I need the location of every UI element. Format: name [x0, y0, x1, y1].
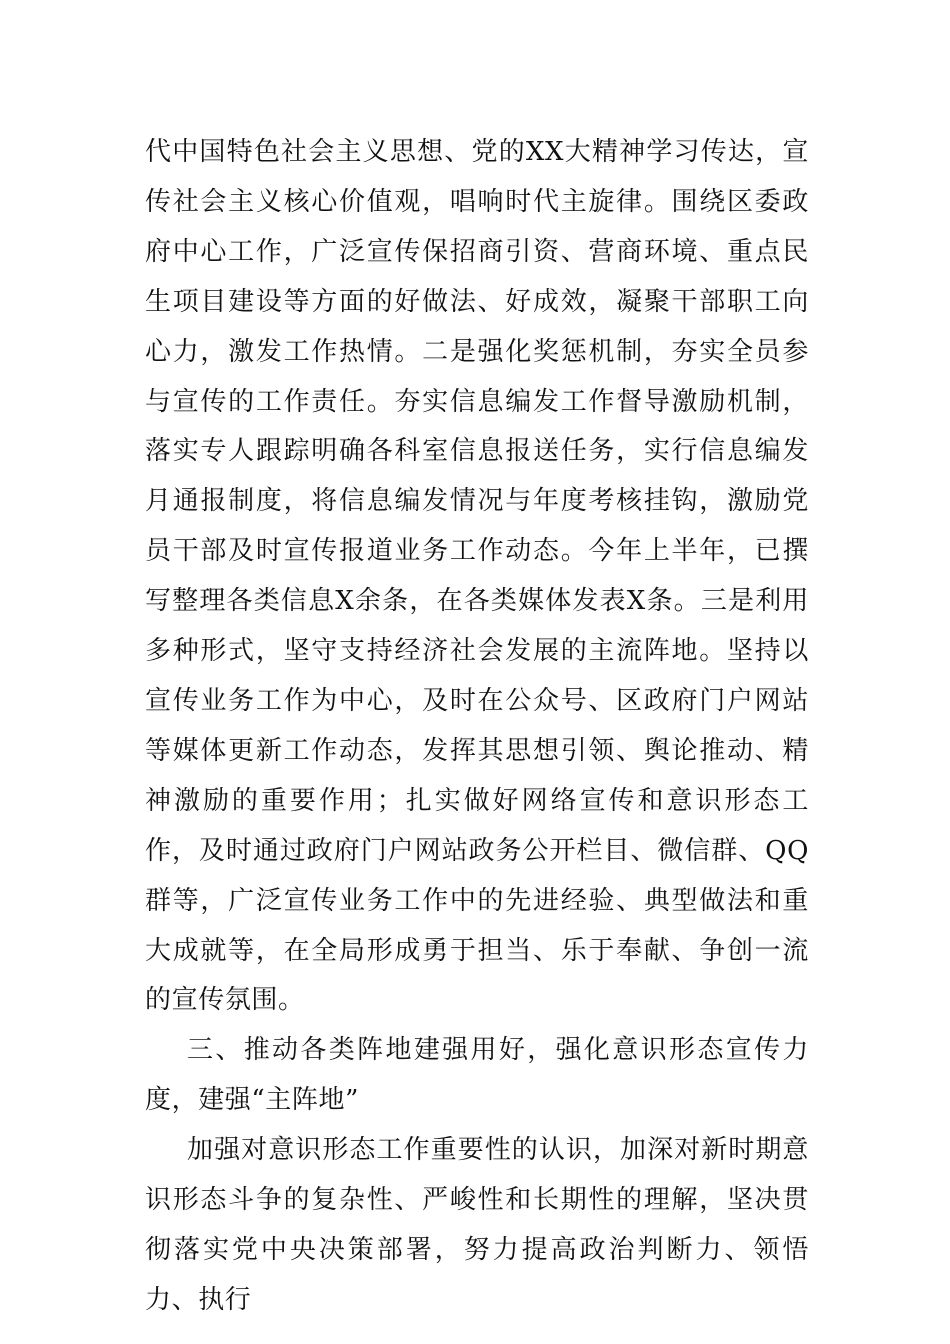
section-heading-three: 三、推动各类阵地建强用好，强化意识形态宣传力度，建强“主阵地”: [145, 1035, 809, 1116]
body-paragraph-continuation: 代中国特色社会主义思想、党的XX大精神学习传达，宣传社会主义核心价值观，唱响时代主旋律。围绕区委政府中心工作，广泛宣传保招商引资、营商环境、重点民生项目建设等方面的好做法、好成效，凝聚干部职工向心力，激发工作热情。二是强化奖惩机制，夯实全员参与宣传的工作责任。夯实信息编发工作督导激励机制，落实专人跟踪明确各科室信息报送任务，实行信息编发月通报制度，将信息编发情况与年度考核挂钩，激励党员干部及时宣传报道业务工作动态。今年上半年，已撰写整理各类信息X余条，在各类媒体发表X条。三是利用多种形式，坚守支持经济社会发展的主流阵地。坚持以宣传业务工作为中心，及时在公众号、区政府门户网站等媒体更新工作动态，发挥其思想引领、舆论推动、精神激励的重要作用；扎实做好网络宣传和意识形态工作，及时通过政府门户网站政务公开栏目、微信群、QQ群等，广泛宣传业务工作中的先进经验、典型做法和重大成就等，在全局形成勇于担当、乐于奉献、争创一流的宣传氛围。: [145, 137, 809, 1016]
document-body: [145, 128, 809, 1326]
body-paragraph: 加强对意识形态工作重要性的认识，加深对新时期意识形态斗争的复杂性、严峻性和长期性的理解，坚决贯彻落实党中央决策部署，努力提高政治判断力、领悟力、执行: [145, 1135, 809, 1315]
